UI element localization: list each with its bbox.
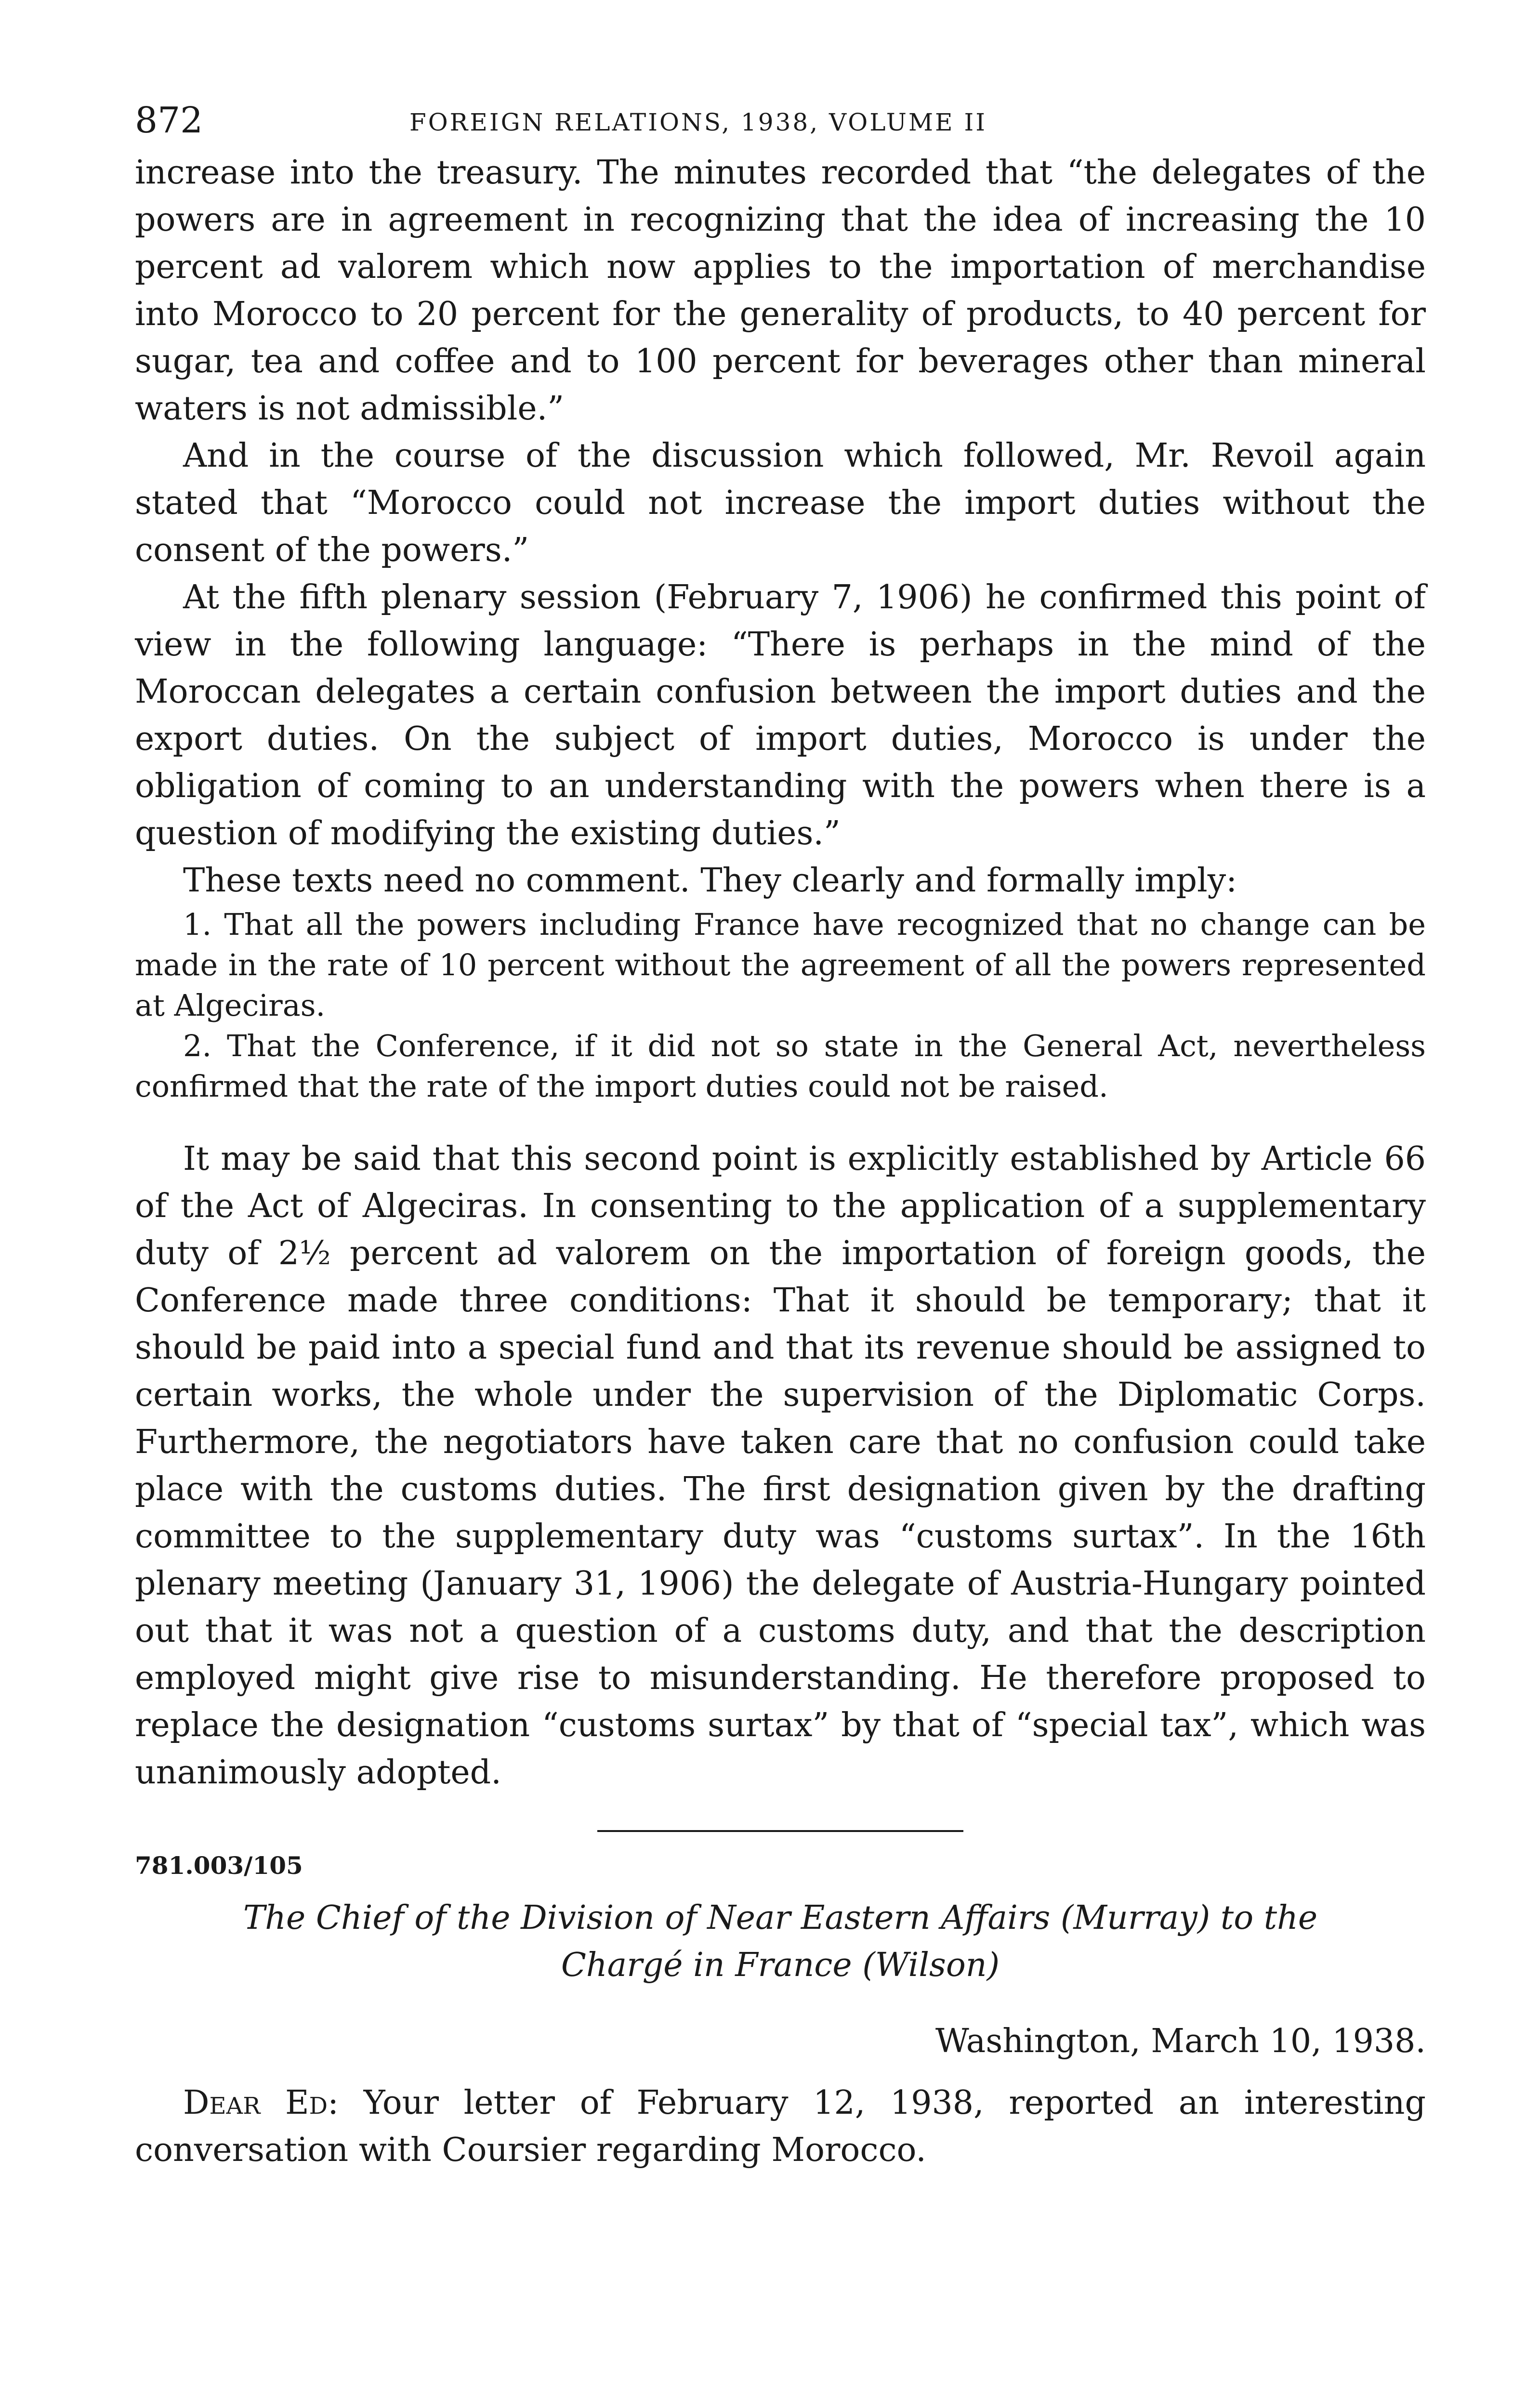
list-item: 2. That the Conference, if it did not so state in the General Act, nevertheless confirmed that the rate of the import duties could not be raised. (135, 1028, 1426, 1104)
letter-text: Your letter of February 12, 1938, reported an interesting conversation with Coursier regarding Morocco. (135, 2084, 1426, 2169)
page-number: 872 (135, 100, 203, 141)
paragraph-article-66: It may be said that this second point is explicitly established by Article 66 of the Act of Algeciras. In consenting to the application of a supplementary duty of 2½ percent ad valorem on the importation of foreign goods, the Conference made three conditions: That it should be temporary; that it should be paid into a special fund and that its revenue should be assigned to certain works, the whole under the supervision of the Diplomatic Corps. Furthermore, the negotiators have taken care that no confusion could take place with the customs duties. The first designation given by the drafting committee to the supplementary duty was “customs surtax”. In the 16th plenary meeting (January 31, 1906) the delegate of Austria-Hungary pointed out that it was not a question of a customs duty, and that the description employed might give rise to misunderstanding. He therefore proposed to replace the designation “customs surtax” by that of “special tax”, which was unanimously adopted. (135, 1140, 1426, 1792)
list-item: 1. That all the powers including France have recognized that no change can be made in the rate of 10 percent without the agreement of all the powers represented at Algeciras. (135, 907, 1426, 1023)
paragraph-revoil-statement: And in the course of the discussion which followed, Mr. Revoil again stated that “Morocco could not increase the import duties without the consent of the powers.” (135, 437, 1426, 569)
file-number: 781.003/105 (135, 1851, 303, 1880)
paragraph-texts-comment: These texts need no comment. They clearly and formally imply: (183, 862, 1237, 900)
paragraph-fifth-session: At the fifth plenary session (February 7, 1906) he confirmed this point of view in the following language: “There is perhaps in the mind of the Moroccan delegates a certain confusion between the import duties and the export duties. On the subject of import duties, Morocco is under the obligation of coming to an understanding with the powers when there is a question of modifying the existing duties.” (135, 578, 1426, 852)
running-title: FOREIGN RELATIONS, 1938, VOLUME II (409, 108, 987, 136)
salutation: Dear Ed: (183, 2084, 339, 2122)
document-page (135, 96, 1426, 2174)
page-header (135, 96, 1426, 149)
document-title-line-2: Chargé in France (Wilson) (561, 1946, 1000, 1984)
spacer (135, 1107, 1426, 1136)
section-divider (597, 1830, 963, 1832)
letter-opening (135, 2080, 1426, 2174)
paragraph-continuation: increase into the treasury. The minutes recorded that “the delegates of the powers are in agreement in recognizing that the idea of increasing the 10 percent ad valorem which now applies to the importation of merchandise into Morocco to 20 percent for the generality of products, to 40 percent for sugar, tea and coffee and to 100 percent for beverages other than mineral waters is not admissible.” (135, 154, 1426, 428)
document-title-line-1: The Chief of the Division of Near Eastern Affairs (Murray) to the (243, 1899, 1318, 1937)
dateline: Washington, March 10, 1938. (935, 2022, 1426, 2060)
implications-list (135, 904, 1426, 1107)
document-title (135, 1895, 1426, 1989)
